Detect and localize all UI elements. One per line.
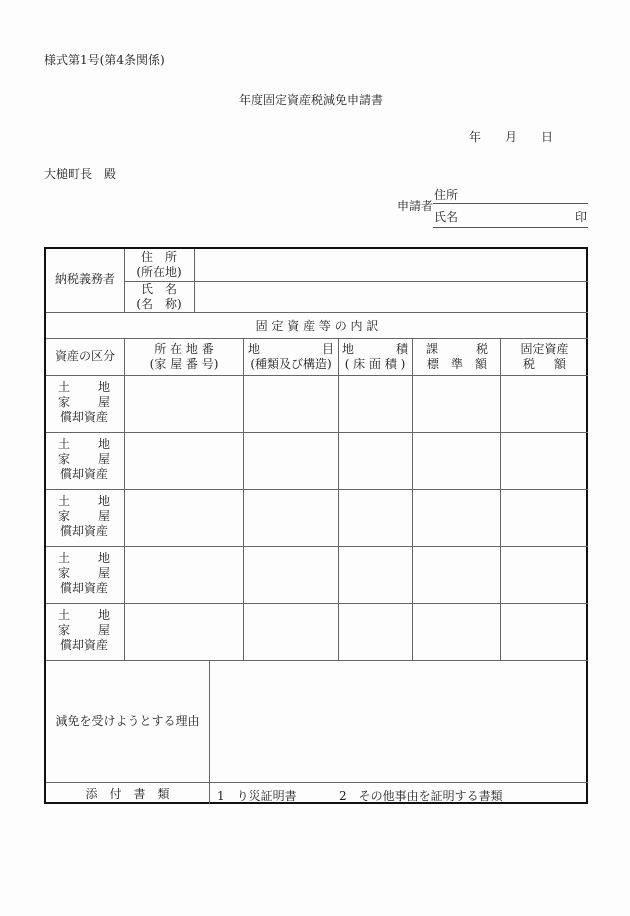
table-row-category: 土 地 家 屋 償却資産 (58, 437, 110, 481)
col-area: 地 積 ( 床 面 積 ) (342, 342, 408, 371)
seal-mark: 印 (575, 210, 588, 224)
date-year: 年 (469, 130, 482, 144)
taxpayer-name-field[interactable] (195, 282, 588, 312)
applicant-label: 申請者 (397, 199, 434, 213)
page-title: 年度固定資産税減免申請書 (239, 93, 384, 107)
date-day: 日 (541, 130, 554, 144)
table-row-category: 土 地 家 屋 償却資産 (58, 380, 110, 424)
application-table (44, 247, 588, 804)
col-tax-base: 課 税 標 準 額 (426, 342, 488, 371)
form-number: 様式第1号(第4条関係) (44, 53, 165, 67)
breakdown-title: 固 定 資 産 等 の 内 訳 (255, 319, 379, 333)
reason-field[interactable] (210, 661, 588, 782)
taxpayer-address-field[interactable] (195, 249, 588, 281)
taxpayer-name-label: 氏 名 (名 称) (136, 282, 182, 311)
applicant-name-field[interactable] (433, 227, 588, 228)
date-month: 月 (505, 130, 518, 144)
col-category: 資産の区分 (54, 349, 115, 363)
applicant-name-label: 氏名 (434, 210, 459, 224)
col-tax-amount: 固定資産 税 額 (520, 342, 569, 371)
addressee: 大槌町長 殿 (44, 167, 117, 181)
attachments-label: 添 付 書 類 (85, 787, 170, 801)
taxpayer-address-label: 住 所 (所在地) (136, 250, 182, 279)
attachment-item-1: 1 り災証明書 (217, 789, 297, 803)
applicant-address-field[interactable] (433, 203, 588, 204)
taxpayer-label: 納税義務者 (54, 272, 115, 286)
applicant-address-label: 住所 (434, 188, 459, 202)
table-row-category: 土 地 家 屋 償却資産 (58, 551, 110, 595)
col-land-type: 地 目 (種類及び構造) (248, 342, 334, 371)
table-row-category: 土 地 家 屋 償却資産 (58, 494, 110, 538)
attachment-item-2: 2 その他事由を証明する書類 (339, 789, 503, 803)
reason-label: 減免を受けようとする理由 (55, 714, 200, 728)
col-location: 所 在 地 番 (家 屋 番 号) (149, 342, 219, 371)
table-row-category: 土 地 家 屋 償却資産 (58, 608, 110, 652)
